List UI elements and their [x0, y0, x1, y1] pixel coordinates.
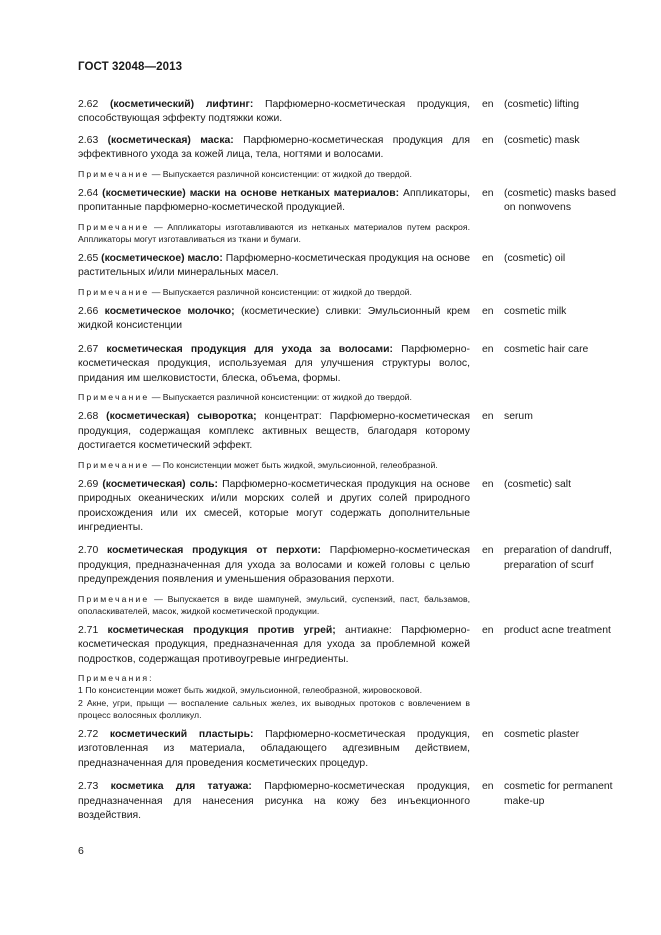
term-name: (косметический) лифтинг: — [109, 99, 254, 110]
note-label: Примечание — [78, 392, 150, 403]
term-name: (косметическая) соль: — [102, 478, 219, 490]
language-code: en — [482, 306, 494, 318]
language-code: en — [482, 781, 494, 793]
term-text: антиакне: Парфюмерно-косметическая продукция, предназначенная для ухода за проблемной кожей подростков, содержащая противоугревые ингредиенты. — [78, 624, 471, 665]
language-code: en — [482, 729, 494, 740]
term-text: (косметические) сливки: Эмульсионный крем жидкой консистенции — [78, 306, 470, 332]
note-text: — Выпускается различной консистенции: от жидкой до твердой. — [149, 168, 412, 179]
term-note — [78, 221, 470, 245]
term-number: 2.65 — [78, 253, 99, 265]
term-definition — [78, 305, 470, 334]
note-label: Примечания: — [78, 673, 154, 684]
language-code: en — [482, 478, 494, 490]
language-code: en — [482, 187, 494, 199]
term-definition — [78, 780, 470, 823]
term-number: 2.66 — [78, 306, 99, 318]
term-number: 2.67 — [78, 343, 99, 355]
english-equivalent: (cosmetic) oil — [504, 253, 566, 265]
note-item: 1 По консистенции может быть жидкой, эмульсионной, гелеобразной, жировосковой. — [78, 685, 422, 696]
term-name: (косметические) маски на основе нетканых материалов: — [102, 187, 400, 199]
term-text: Парфюмерно-косметическая продукция на основе природных океанических и/или морских солей и других солей природного происхождения или их смесей, которые могут содержать дополнительные ингредиенты. — [78, 478, 470, 533]
note-text: — Аппликаторы изготавливаются из нетканых материалов путем раскроя. Аппликаторы могут изготавливаться из ткани и бумаги. — [78, 221, 470, 244]
english-equivalent: cosmetic plaster — [504, 729, 580, 740]
term-name: (косметическая) маска: — [107, 134, 234, 146]
note-text: — Выпускается различной консистенции: от жидкой до твердой. — [149, 392, 412, 403]
term-number: 2.69 — [78, 478, 99, 490]
term-definition — [78, 624, 470, 667]
term-entry — [78, 305, 618, 334]
english-equivalent: (cosmetic) masks based on nonwovens — [504, 187, 617, 214]
term-row — [78, 624, 618, 667]
term-number: 2.62 — [78, 99, 99, 110]
language-code: en — [482, 253, 494, 265]
english-equivalent: cosmetic milk — [504, 306, 567, 318]
term-text: Парфюмерно-косметическая продукция для эффективного ухода за кожей лица, тела, ногтями и волосами. — [78, 134, 470, 161]
term-entry — [78, 252, 618, 298]
english-equivalent: cosmetic hair care — [504, 343, 589, 355]
term-name: косметическое молочко; — [104, 306, 235, 318]
term-row — [78, 478, 618, 536]
term-definition — [78, 410, 470, 453]
english-equivalent: cosmetic for permanent make-up — [504, 781, 613, 807]
term-name: (косметическая) сыворотка; — [106, 411, 257, 423]
term-number: 2.70 — [78, 545, 99, 557]
english-equivalent: serum — [504, 411, 533, 423]
term-name: косметика для татуажа: — [110, 781, 252, 793]
term-text: Парфюмерно-косметическая продукция, изготовленная из материала, обладающего адгезивным действием, предназначенная для проведения косметических процедур. — [78, 729, 471, 769]
page-header: ГОСТ 32048—2013 — [78, 61, 183, 73]
term-definition — [78, 343, 470, 386]
term-row — [78, 780, 618, 823]
note-text: — Выпускается в виде шампуней, эмульсий, суспензий, паст, бальзамов, ополаскивателей, масок, жидкой косметической продукции. — [78, 593, 470, 616]
english-equivalent: preparation of dandruff, preparation of scurf — [504, 545, 612, 571]
term-list — [78, 98, 618, 823]
language-code: en — [482, 134, 494, 146]
note-label: Примечание — [78, 593, 150, 604]
term-definition — [78, 134, 470, 163]
term-definition — [78, 478, 470, 536]
note-label: Примечание — [78, 286, 150, 297]
term-text: Парфюмерно-косметическая продукция на основе растительных и/или минеральных масел. — [78, 253, 471, 279]
term-entry — [78, 624, 618, 721]
term-note — [78, 593, 470, 617]
term-definition — [78, 187, 470, 216]
english-equivalent: (cosmetic) salt — [504, 478, 571, 490]
language-code: en — [482, 411, 494, 423]
term-row — [78, 98, 618, 127]
page-number: 6 — [78, 845, 84, 857]
term-entry — [78, 780, 618, 823]
term-definition — [78, 544, 470, 587]
term-entry — [78, 343, 618, 403]
language-code: en — [482, 343, 494, 355]
term-entry — [78, 544, 618, 617]
term-text: Парфюмерно-косметическая продукция, предназначенная для нанесения рисунка на кожу без инъекционного воздействия. — [78, 781, 471, 822]
term-entry — [78, 410, 618, 470]
term-number: 2.64 — [78, 187, 99, 199]
term-name: косметическая продукция от перхоти: — [107, 545, 321, 557]
term-entry — [78, 98, 618, 127]
note-label: Примечание — [78, 221, 150, 232]
term-definition — [78, 728, 470, 771]
term-definition — [78, 98, 470, 127]
term-text: Парфюмерно-косметическая продукция, используемая для улучшения структуры волос, придания им шелковистости, блеска, объема, формы. — [78, 343, 470, 384]
english-equivalent: (cosmetic) lifting — [504, 99, 580, 110]
term-number: 2.71 — [78, 624, 99, 636]
english-equivalent: (cosmetic) mask — [504, 134, 580, 146]
term-note — [78, 286, 470, 298]
term-row — [78, 410, 618, 453]
note-item: 2 Акне, угри, прыщи — воспаление сальных желез, их выводных протоков с вовлечением в процесс волосяных фолликул. — [78, 697, 470, 720]
term-row — [78, 544, 618, 587]
term-note — [78, 391, 470, 403]
term-entry — [78, 134, 618, 180]
term-row — [78, 134, 618, 163]
term-note — [78, 672, 470, 721]
term-name: косметический пластырь: — [109, 729, 254, 740]
language-code: en — [482, 624, 494, 636]
english-equivalent: product acne treatment — [504, 624, 611, 636]
term-text: Аппликаторы, пропитанные парфюмерно-косметической продукцией. — [78, 187, 470, 214]
term-row — [78, 343, 618, 386]
term-note — [78, 459, 470, 471]
term-note — [78, 168, 470, 180]
term-number: 2.68 — [78, 411, 99, 423]
term-row — [78, 252, 618, 281]
term-row — [78, 728, 618, 771]
language-code: en — [482, 545, 494, 557]
term-row — [78, 187, 618, 216]
term-text: Парфюмерно-косметическая продукция, способствующая эффекту подтяжки кожи. — [78, 99, 471, 125]
term-entry — [78, 187, 618, 245]
term-name: косметическая продукция против угрей; — [107, 624, 336, 636]
term-number: 2.73 — [78, 781, 99, 793]
note-label: Примечание — [78, 168, 150, 179]
term-text: концентрат: Парфюмерно-косметическая продукция, содержащая комплекс активных веществ, благодаря которому достигается косметический эффект. — [78, 411, 470, 452]
language-code: en — [482, 99, 494, 110]
term-entry — [78, 728, 618, 771]
term-definition — [78, 252, 470, 281]
term-number: 2.72 — [78, 729, 99, 740]
term-name: (косметическое) масло: — [101, 253, 223, 265]
term-text: Парфюмерно-косметическая продукция, предназначенная для ухода за волосами и кожей головы с целью предупреждения появления и уменьшения образования перхоти. — [78, 545, 470, 586]
term-number: 2.63 — [78, 134, 99, 146]
note-text: — По консистенции может быть жидкой, эмульсионной, гелеобразной. — [149, 459, 438, 470]
term-name: косметическая продукция для ухода за волосами: — [106, 343, 393, 355]
note-label: Примечание — [78, 459, 150, 470]
note-text: — Выпускается различной консистенции: от жидкой до твердой. — [149, 286, 412, 297]
term-entry — [78, 478, 618, 536]
term-row — [78, 305, 618, 334]
